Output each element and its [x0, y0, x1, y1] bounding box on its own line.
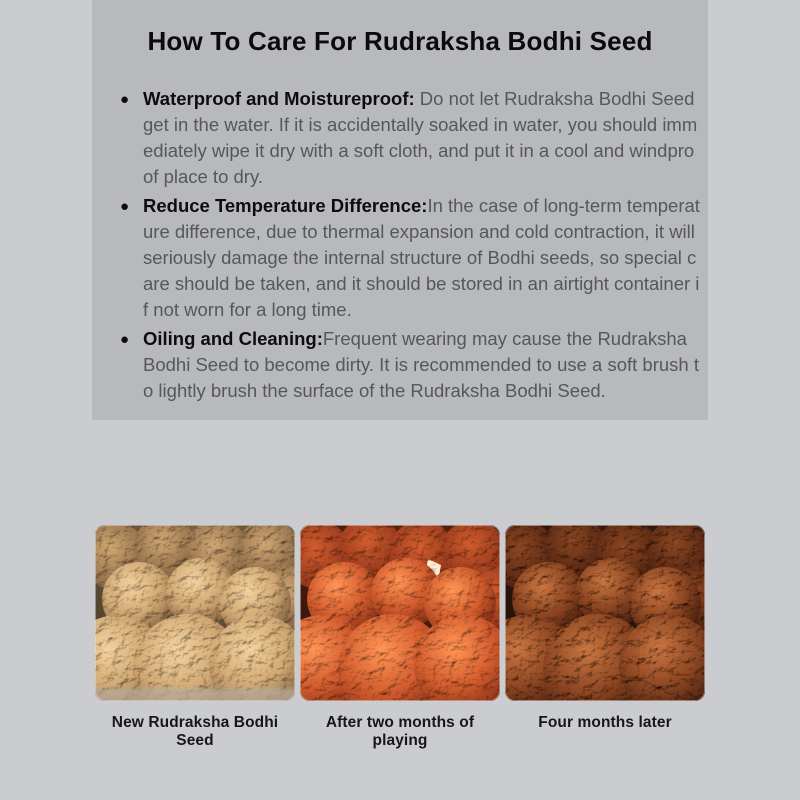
- care-tip-text: In the case of long-term temperature difference, due to thermal expansion and cold contraction, it will seriously damage the internal structure of Bodhi seeds, so special care should be taken, and it should be stored in an airtight container if not worn for a long time.: [143, 195, 700, 320]
- seed-aging-photo-strip: [95, 525, 705, 701]
- bullet-icon: ●: [120, 198, 130, 215]
- photo-captions-row: [95, 714, 705, 750]
- bullet-icon: ●: [120, 91, 130, 108]
- care-tip-text: Frequent wearing may cause the Rudraksha Bodhi Seed to become dirty. It is recommended to use a soft brush to lightly brush the surface of the Rudraksha Bodhi Seed.: [143, 328, 699, 401]
- care-tip-label: Oiling and Cleaning:: [143, 328, 323, 349]
- care-tips-list: [92, 57, 708, 404]
- photo-seeds-four-months-later: [505, 525, 705, 701]
- two-month-seeds-image: [300, 525, 500, 701]
- care-tip-waterproof: [120, 86, 702, 190]
- bullet-icon: ●: [120, 331, 130, 348]
- care-tip-temperature: [120, 193, 702, 323]
- four-month-seeds-image: [505, 525, 705, 701]
- photo-new-rudraksha-seeds: [95, 525, 295, 701]
- care-tip-label: Waterproof and Moistureproof:: [143, 88, 420, 109]
- page-title: How To Care For Rudraksha Bodhi Seed: [147, 26, 653, 56]
- care-instructions-panel: [92, 0, 708, 420]
- new-seeds-image: [95, 525, 295, 701]
- caption-new-seed: New Rudraksha Bodhi Seed: [111, 714, 279, 749]
- caption-four-months: Four months later: [538, 714, 672, 731]
- care-tip-text: Do not let Rudraksha Bodhi Seed get in the water. If it is accidentally soaked in water, you should immediately wipe it dry with a soft cloth, and put it in a cool and windproof place to dry.: [143, 88, 698, 187]
- care-tip-label: Reduce Temperature Difference:: [143, 195, 428, 216]
- caption-two-months: After two months of playing: [325, 714, 475, 749]
- photo-seeds-after-two-months: [300, 525, 500, 701]
- care-tip-cleaning: [120, 326, 702, 404]
